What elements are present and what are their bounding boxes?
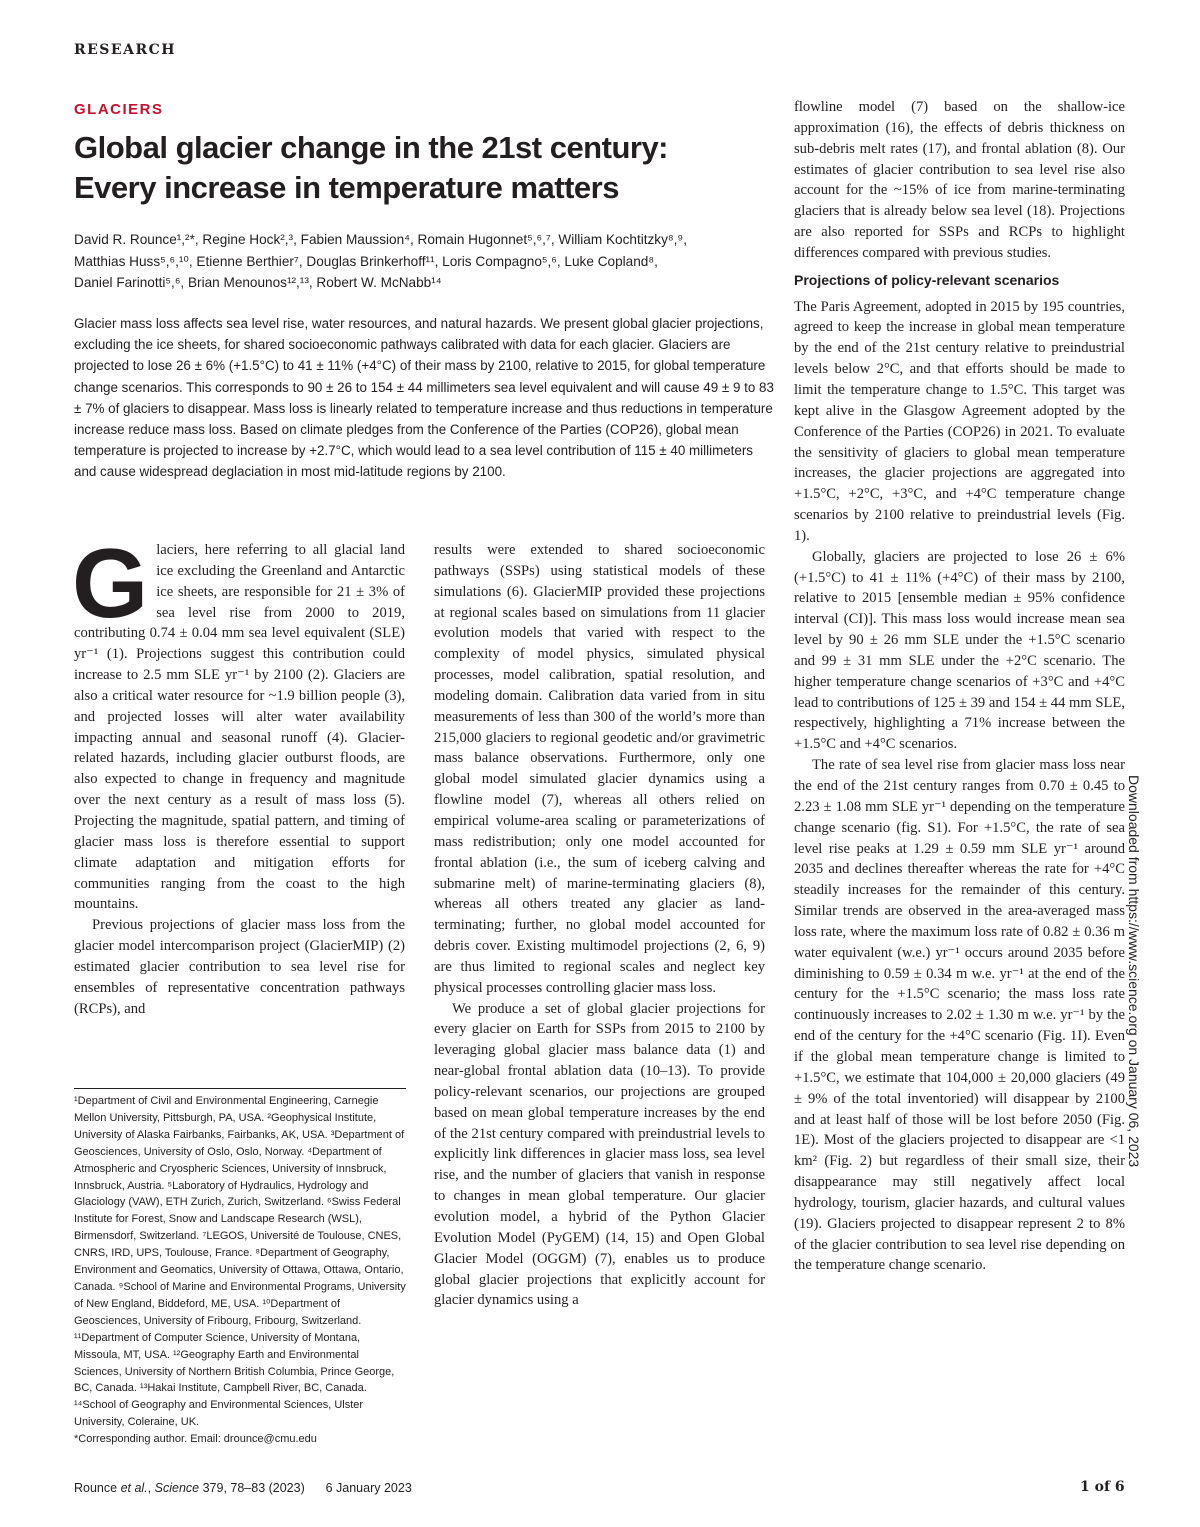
body-paragraph: We produce a set of global glacier projections for every glacier on Earth for SSPs from 2015 to 2100 by leveraging global glacier mass balance data (1) and near-global frontal ablation data (10–13). To provide policy-relevant scenarios, our projections are grouped based on mean global temperature increases by the end of the 21st century compared with preindustrial levels to explicitly link differences in glacier mass loss, sea level rise, and the number of glaciers that vanish in response to changes in mean global temperature. Our glacier evolution model, a hybrid of the Python Glacier Evolution Model (PyGEM) (14, 15) and Open Global Glacier Model (OGGM) (7), enables us to produce global glacier projections that explicitly account for glacier dynamics using a	[434, 1000, 765, 1309]
citation-etal: et al.	[120, 1481, 148, 1495]
body-paragraph: The rate of sea level rise from glacier mass loss near the end of the 21st century ranges from 0.70 ± 0.45 to 2.23 ± 1.08 mm SLE yr⁻¹ depending on the temperature change scenario (fig. S1). For +1.5°C, the rate of sea level rise peaks at 1.29 ± 0.59 mm SLE yr⁻¹ around 2035 and declines thereafter whereas the rate for +4°C steadily increases for the remainder of this century. Similar trends are observed in the area-averaged mass loss rate, where the maximum loss rate of 0.82 ± 0.36 m water equivalent (w.e.) yr⁻¹ occurs around 2035 before diminishing to 0.59 ± 0.34 m w.e. yr⁻¹ at the end of the century for the +1.5°C scenario; the mass loss rate continuously increases to 2.02 ± 1.30 m w.e. yr⁻¹ by the end of the century for the +4°C scenario (Fig. 1I). Even if the global mean temperature change is limited to +1.5°C, we estimate that 104,000 ± 20,000 glaciers (49 ± 9% of the total inventoried) will disappear by 2100 and at least half of those will be lost before 2050 (Fig. 1E). Most of the glaciers projected to disappear are <1 km² (Fig. 2) but regardless of their small size, their disappearance may still negatively affect local hydrology, tourism, glacier hazards, and cultural values (19). Glaciers projected to disappear represent 2 to 8% of the glacier contribution to sea level rise depending on the temperature change scenario.	[794, 757, 1125, 1274]
footnote-divider	[74, 1088, 406, 1089]
body-paragraph: The Paris Agreement, adopted in 2015 by 195 countries, agreed to keep the increase in global mean temperature by the end of the 21st century relative to preindustrial levels below 2°C, and that efforts should be made to limit the temperature change to 1.5°C. This target was kept alive in the Glasgow Agreement adopted by the Conference of the Parties (COP26) in 2021. To evaluate the sensitivity of glaciers to global mean temperature increases, the glacier projections are aggregated into +1.5°C, +2°C, +3°C, and +4°C temperature change scenarios by 2100 relative to preindustrial levels (Fig. 1).	[794, 298, 1125, 544]
intro-text: laciers, here referring to all glacial land ice excluding the Greenland and Antarctic ice sheets, are responsible for 21 ± 3% of sea level rise from 2000 to 2019, contributing 0.74 ± 0.04 mm sea level equivalent (SLE) yr⁻¹ (1). Projections suggest this contribution could increase to 2.5 mm SLE yr⁻¹ by 2100 (2). Glaciers are also a critical water resource for ~1.9 billion people (3), and projected losses will alter water availability impacting annual and seasonal runoff (4). Glacier-related hazards, including glacier outburst floods, are also expected to change in frequency and magnitude over the next century as a result of mass loss (5). Projecting the magnitude, spatial pattern, and timing of glacier mass loss is therefore essential to support climate adaptation and mitigation efforts for communities ranging from the coast to the high mountains.	[74, 542, 405, 913]
authors-line-2: Matthias Huss⁵,⁶,¹⁰, Etienne Berthier⁷, Douglas Brinkerhoff¹¹, Loris Compagno⁵,⁶, Luke Copland⁸,	[74, 253, 658, 269]
section-heading: Projections of policy-relevant scenarios	[794, 271, 1060, 288]
download-link[interactable]: Downloaded from https://www.science.org on January 06, 2023	[1126, 775, 1142, 1168]
section-label: RESEARCH	[74, 42, 176, 58]
article-title	[74, 128, 754, 208]
corresponding-author: *Corresponding author. Email: drounce@cmu.edu	[74, 1433, 317, 1446]
affiliations-footnote	[74, 1093, 406, 1448]
body-paragraph: results were extended to shared socioeconomic pathways (SSPs) using statistical models of these simulations (6). GlacierMIP provided these projections at regional scales based on simulations from 11 glacier evolution models that varied with respect to the complexity of model physics, simulated physical processes, model calibration, spatial resolution, and modeling domain. Calibration data varied from in situ measurements of less than 300 of the world’s more than 215,000 glaciers to regional geodetic and/or gravimetric mass balance observations. Furthermore, only one global model simulated glacier dynamics using a flowline model (7), whereas all others relied on empirical volume-area scaling or parameterizations of mass redistribution; only one model accounted for frontal ablation (i.e., the sum of iceberg calving and submarine melt) of marine-terminating glaciers (8), whereas all others treated any glacier as land-terminating; further, no global model accounted for debris cover. Existing multimodel projections (2, 6, 9) are thus limited to regional scales and neglect key physical processes controlling glacier mass loss.	[434, 542, 765, 996]
authors-line-3: Daniel Farinotti⁵,⁶, Brian Menounos¹²,¹³, Robert W. McNabb¹⁴	[74, 275, 442, 290]
page-number: 1 of 6	[1080, 1479, 1125, 1495]
author-list	[74, 229, 774, 294]
body-column-3	[794, 97, 1125, 1276]
citation-journal: Science	[154, 1481, 200, 1495]
title-line-2: Every increase in temperature matters	[74, 170, 619, 205]
intro-paragraph	[72, 528, 405, 915]
article-category: GLACIERS	[74, 101, 164, 118]
download-notice	[1126, 775, 1142, 1167]
citation-author: Rounce	[74, 1481, 121, 1495]
body-column-2	[434, 540, 765, 1311]
affiliations: ¹Department of Civil and Environmental Engineering, Carnegie Mellon University, Pittsburgh, PA, USA. ²Geophysical Institute, University of Alaska Fairbanks, Fairbanks, AK, USA. ³Department of Geosciences, University of Oslo, Oslo, Norway. ⁴Department of Atmospheric and Cryospheric Sciences, University of Innsbruck, Innsbruck, Austria. ⁵Laboratory of Hydraulics, Hydrology and Glaciology (VAW), ETH Zurich, Zurich, Switzerland. ⁶Swiss Federal Institute for Forest, Snow and Landscape Research (WSL), Birmensdorf, Switzerland. ⁷LEGOS, Université de Toulouse, CNES, CNRS, IRD, UPS, Toulouse, France. ⁸Department of Geography, Environment and Geomatics, University of Ottawa, Ottawa, Ontario, Canada. ⁹School of Marine and Environmental Programs, University of New England, Biddeford, ME, USA. ¹⁰Department of Geosciences, University of Fribourg, Fribourg, Switzerland. ¹¹Department of Computer Science, University of Montana, Missoula, MT, USA. ¹²Geography Earth and Environmental Sciences, University of Northern British Columbia, Prince George, BC, Canada. ¹³Hakai Institute, Campbell River, BC, Canada. ¹⁴School of Geography and Environmental Sciences, Ulster University, Coleraine, UK.	[74, 1095, 406, 1429]
citation-footer: Rounce et al., Science 379, 78–83 (2023) 6 January 2023	[74, 1481, 412, 1495]
publication-date: 6 January 2023	[325, 1481, 412, 1495]
body-paragraph: flowline model (7) based on the shallow-ice approximation (16), the effects of debris thickness on sub-debris melt rates (17), and frontal ablation (8). Our estimates of glacier contribution to sea level rise also account for the ~15% of ice from marine-terminating glaciers that is already below sea level (18). Projections are also reported for SSPs and RCPs to highlight differences compared with previous studies.	[794, 99, 1125, 261]
body-paragraph: Previous projections of glacier mass loss from the glacier model intercomparison project (GlacierMIP) (2) estimated glacier contribution to sea level rise for ensembles of representative concentration pathways (RCPs), and	[74, 917, 405, 1017]
title-line-1: Global glacier change in the 21st century:	[74, 130, 669, 165]
drop-cap: G	[72, 528, 149, 638]
body-column-1	[72, 528, 405, 1019]
authors-line-1: David R. Rounce¹,²*, Regine Hock²,³, Fabien Maussion⁴, Romain Hugonnet⁵,⁶,⁷, William Kochtitzky⁸,⁹,	[74, 232, 688, 247]
body-paragraph: Globally, glaciers are projected to lose 26 ± 6% (+1.5°C) to 41 ± 11% (+4°C) of their mass by 2100, relative to 2015 [ensemble median ± 95% confidence interval (CI)]. This mass loss would increase mean sea level by 90 ± 26 mm SLE under the +1.5°C scenario and 99 ± 31 mm SLE under the +2°C scenario. The higher temperature change scenarios of +3°C and +4°C lead to contributions of 125 ± 39 and 154 ± 44 mm SLE, respectively, highlighting a 71% increase between the +1.5°C and +4°C scenarios.	[794, 548, 1125, 753]
abstract: Glacier mass loss affects sea level rise, water resources, and natural hazards. We present global glacier projections, excluding the ice sheets, for shared socioeconomic pathways calibrated with data for each glacier. Glaciers are projected to lose 26 ± 6% (+1.5°C) to 41 ± 11% (+4°C) of their mass by 2100, relative to 2015, for global temperature change scenarios. This corresponds to 90 ± 26 to 154 ± 44 millimeters sea level equivalent and will cause 49 ± 9 to 83 ± 7% of glaciers to disappear. Mass loss is linearly related to temperature increase and thus reductions in temperature increase reduce mass loss. Based on climate pledges from the Conference of the Parties (COP26), global mean temperature is projected to increase by +2.7°C, which would lead to a sea level contribution of 115 ± 40 millimeters and cause widespread deglaciation in most mid-latitude regions by 2100.	[74, 316, 774, 480]
citation-volume: 379, 78–83 (2023)	[199, 1481, 305, 1495]
